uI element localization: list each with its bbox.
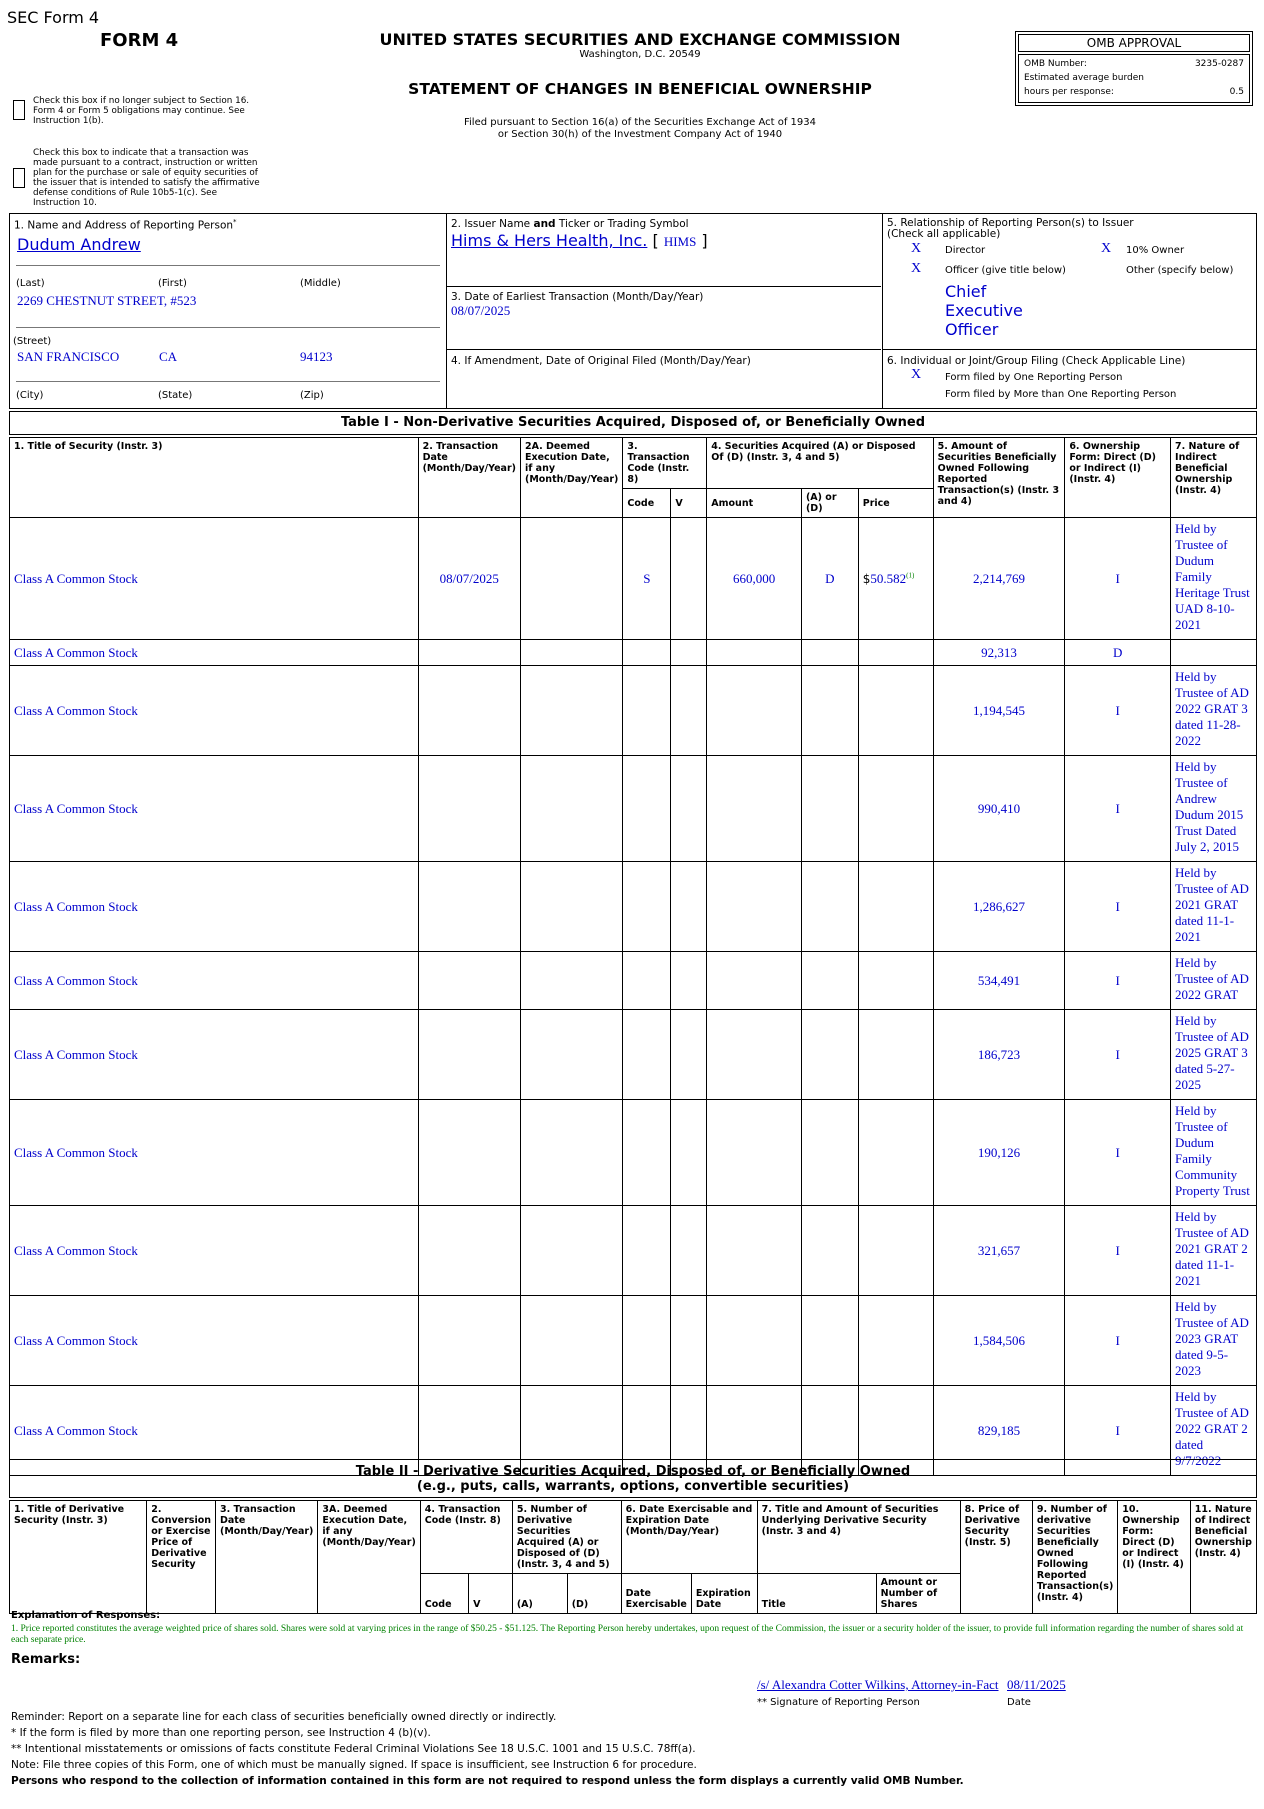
table-row [10,862,1257,952]
relationship-label-line-1: 5. Relationship of Reporting Person(s) to Issuer [887,217,1134,229]
derivative-table [9,1500,1257,1614]
filed-pursuant-line-1: Filed pursuant to Section 16(a) of the Securities Exchange Act of 1934 [464,117,816,128]
footer-reminder: Reminder: Report on a separate line for each class of securities beneficially owned directly or indirectly. [11,1711,557,1723]
transaction-v [671,518,707,640]
sec-form-label: SEC Form 4 [7,8,100,27]
table2-title-line-2: (e.g., puts, calls, warrants, options, convertible securities) [416,1479,850,1494]
deemed-date [520,1206,622,1296]
omb-approval-box [1015,31,1253,106]
transaction-code [623,756,671,862]
transaction-code: S [623,518,671,640]
transaction-date: 08/07/2025 [418,518,520,640]
relationship-label [887,218,1134,240]
deemed-date [520,1010,622,1100]
state-label: (State) [158,390,193,401]
price-sign: $ [862,571,871,586]
deemed-date [520,518,622,640]
security-title: Class A Common Stock [10,1386,419,1476]
transaction-code [623,1296,671,1386]
transaction-code [623,1206,671,1296]
security-title: Class A Common Stock [10,640,419,666]
relationship-section [883,214,1256,408]
th2-exercisable: Date Exercisable [621,1574,691,1614]
issuer-divider [447,286,881,287]
price [858,862,933,952]
section16-text [33,96,249,126]
one-person-label: Form filed by One Reporting Person [945,372,1123,383]
nature-ownership: Held by Trustee of AD 2021 GRAT dated 11-1-2021 [1171,862,1257,952]
nature-ownership: Held by Trustee of Dudum Family Community Property Trust [1171,1100,1257,1206]
transaction-code [623,1010,671,1100]
amount-owned: 92,313 [933,640,1065,666]
table1-header-row [10,438,1257,489]
price [858,666,933,756]
issuer-section [447,214,883,408]
transaction-v [671,862,707,952]
agency-header [330,30,950,60]
table-row [10,1296,1257,1386]
price [858,1100,933,1206]
th2-deemed-date: 3A. Deemed Execution Date, if any (Month/Day/Year) [318,1501,420,1614]
agency-location: Washington, D.C. 20549 [579,49,701,60]
deemed-date [520,952,622,1010]
name-divider [16,265,440,266]
price [858,1206,933,1296]
reporting-person-label [14,218,237,232]
form-number: FORM 4 [100,30,179,51]
ticker-symbol: HIMS [663,234,697,249]
footer-multiple-persons: * If the form is filed by more than one reporting person, see Instruction 4 (b)(v). [11,1727,431,1739]
table-row [10,518,1257,640]
th-price: Price [858,489,933,518]
th-deemed-date: 2A. Deemed Execution Date, if any (Month/Day/Year) [520,438,622,518]
th-amount-owned: 5. Amount of Securities Beneficially Owned Following Reported Transaction(s) (Instr. 3 and 4) [933,438,1065,518]
th2-transaction-code: 4. Transaction Code (Instr. 8) [420,1501,512,1574]
amount [707,862,802,952]
th2-date-exercisable: 6. Date Exercisable and Expiration Date (Month/Day/Year) [621,1501,757,1574]
transaction-v [671,756,707,862]
transaction-date [418,1010,520,1100]
nature-ownership: Held by Trustee of AD 2023 GRAT dated 9-5-2023 [1171,1296,1257,1386]
transaction-date [418,1206,520,1296]
reporting-person-label-text: 1. Name and Address of Reporting Person [14,219,234,232]
ownership-form: I [1065,952,1171,1010]
th-title-security: 1. Title of Security (Instr. 3) [10,438,419,518]
table-row [10,756,1257,862]
filed-pursuant-line-2: or Section 30(h) of the Investment Company Act of 1940 [497,129,783,140]
issuer-name-row [451,231,708,250]
nature-ownership: Held by Trustee of AD 2025 GRAT 3 dated 5-27-2025 [1171,1010,1257,1100]
security-title: Class A Common Stock [10,1100,419,1206]
footer-notes [11,1709,1251,1789]
transaction-code [623,640,671,666]
rule-10b5-line-1: Check this box to indicate that a transaction was [33,148,249,158]
filed-pursuant [330,117,950,141]
th-a-or-d: (A) or (D) [801,489,858,518]
agency-name: UNITED STATES SECURITIES AND EXCHANGE COMMISSION [379,30,901,49]
transaction-v [671,952,707,1010]
th2-transaction-date: 3. Transaction Date (Month/Day/Year) [215,1501,317,1614]
footnote-1: 1. Price reported constitutes the average weighted price of shares sold. Shares were sold at varying prices in the range of $50.25 - $51.125. The Reporting Person hereby undertakes, upon request of the Commission, the issuer or a security holder of the issuer, to provide full information regarding the number of shares sold at each separate price. [11,1624,1244,1645]
nature-ownership: Held by Trustee of AD 2022 GRAT [1171,952,1257,1010]
omb-number-row [1024,57,1244,71]
amount-owned: 2,214,769 [933,518,1065,640]
amount-owned: 1,194,545 [933,666,1065,756]
issuer-label-b: Ticker or Trading Symbol [555,218,689,230]
signature-name[interactable]: /s/ Alexandra Cotter Wilkins, Attorney-in-Fact [757,1677,999,1692]
explanation-label: Explanation of Responses: [11,1610,161,1621]
ten-percent-owner-label: 10% Owner [1126,245,1185,256]
transaction-v [671,1100,707,1206]
table-row [10,1010,1257,1100]
state-value: CA [159,349,178,364]
non-derivative-table [9,437,1257,1476]
deemed-date [520,1296,622,1386]
th2-title: 1. Title of Derivative Security (Instr. 3) [10,1501,147,1614]
issuer-label-and: and [533,218,556,230]
omb-details [1018,54,1250,103]
date-divider [447,349,881,350]
reporting-person-section [10,214,447,408]
earliest-date-label: 3. Date of Earliest Transaction (Month/Day/Year) [451,291,704,303]
security-title: Class A Common Stock [10,1010,419,1100]
price [858,756,933,862]
security-title: Class A Common Stock [10,862,419,952]
security-title: Class A Common Stock [10,1206,419,1296]
date-label: Date [1007,1697,1031,1708]
ticker-bracket-open: [ [652,231,659,250]
price-value: 50.582 [870,570,907,586]
rule-10b5-text [33,148,260,208]
section16-text-line-1: Check this box if no longer subject to Section 16. [33,96,250,106]
footer-note: Note: File three copies of this Form, one of which must be manually signed. If space is insufficient, see Instruction 6 for procedure. [11,1759,697,1771]
street-value: 2269 CHESTNUT STREET, #523 [17,293,197,308]
th2-ownership-form: 10. Ownership Form: Direct (D) or Indirect (I) (Instr. 4) [1118,1501,1190,1614]
th2-number-owned: 9. Number of derivative Securities Beneficially Owned Following Reported Transaction(s) (Instr. 4) [1032,1501,1117,1614]
amount-owned: 1,286,627 [933,862,1065,952]
officer-title-line-3: Officer [945,320,999,339]
transaction-v [671,1010,707,1100]
transaction-date [418,666,520,756]
last-label: (Last) [16,278,45,289]
zip-value: 94123 [300,349,333,364]
table1-title: Table I - Non-Derivative Securities Acquired, Disposed of, or Beneficially Owned [9,411,1257,435]
security-title: Class A Common Stock [10,666,419,756]
amount-owned: 829,185 [933,1386,1065,1476]
acquired-or-disposed [801,1296,858,1386]
omb-title: OMB APPROVAL [1018,34,1250,52]
officer-label: Officer (give title below) [945,265,1066,276]
th-ownership-form: 6. Ownership Form: Direct (D) or Indirect (I) (Instr. 4) [1065,438,1171,518]
officer-mark[interactable]: X [911,261,922,276]
acquired-or-disposed [801,952,858,1010]
th2-nature: 11. Nature of Indirect Beneficial Ownership (Instr. 4) [1190,1501,1256,1614]
th2-title-amount: 7. Title and Amount of Securities Underlying Derivative Security (Instr. 3 and 4) [757,1501,960,1574]
transaction-v [671,1206,707,1296]
issuer-label [451,218,689,230]
form-title: STATEMENT OF CHANGES IN BENEFICIAL OWNERSHIP [408,80,872,98]
signature-date[interactable]: 08/11/2025 [1007,1677,1066,1692]
omb-hours-row [1024,85,1244,99]
th-amount: Amount [707,489,802,518]
ownership-form: I [1065,1296,1171,1386]
earliest-date-value: 08/07/2025 [451,303,511,318]
ownership-form: I [1065,1206,1171,1296]
ownership-form: I [1065,1010,1171,1100]
acquired-or-disposed [801,862,858,952]
signature-label: ** Signature of Reporting Person [757,1697,920,1708]
rule-10b5-line-4: the issuer that is intended to satisfy the affirmative [33,178,260,188]
ownership-form: I [1065,1386,1171,1476]
amount-owned: 186,723 [933,1010,1065,1100]
ownership-form: D [1065,640,1171,666]
amount-owned: 534,491 [933,952,1065,1010]
transaction-date [418,1296,520,1386]
ownership-form: I [1065,1100,1171,1206]
th2-a: (A) [512,1574,567,1614]
transaction-code [623,862,671,952]
th2-price: 8. Price of Derivative Security (Instr. 5) [960,1501,1032,1614]
street-divider [16,327,440,328]
acquired-or-disposed [801,756,858,862]
rule-10b5-line-3: plan for the purchase or sale of equity securities of [33,168,258,178]
acquired-or-disposed [801,666,858,756]
th2-expiration: Expiration Date [691,1574,757,1614]
transaction-code [623,952,671,1010]
price [858,952,933,1010]
transaction-v [671,640,707,666]
th2-v: V [469,1574,513,1614]
multiple-persons-label: Form filed by More than One Reporting Person [945,389,1177,400]
amount [707,1010,802,1100]
price-footnote[interactable]: (1) [906,571,915,580]
price [858,518,933,640]
amount-owned: 990,410 [933,756,1065,862]
amount [707,640,802,666]
ownership-form: I [1065,666,1171,756]
section16-text-line-2: Form 4 or Form 5 obligations may continue. See [33,106,245,116]
th-transaction-date: 2. Transaction Date (Month/Day/Year) [418,438,520,518]
transaction-date [418,862,520,952]
table-row [10,640,1257,666]
acquired-or-disposed [801,1010,858,1100]
rule-10b5-line-5: defense conditions of Rule 10b5-1(c). See [33,188,217,198]
nature-ownership [1171,640,1257,666]
ownership-form: I [1065,518,1171,640]
remarks-label: Remarks: [11,1652,81,1667]
footer-criminal: ** Intentional misstatements or omissions of facts constitute Federal Criminal Violations See 18 U.S.C. 1001 and 15 U.S.C. 78ff(a). [11,1743,696,1755]
amount-owned: 1,584,506 [933,1296,1065,1386]
reporting-person-star: * [233,218,237,226]
footer-omb-notice: Persons who respond to the collection of information contained in this form are not required to respond unless the form displays a currently valid OMB Number. [11,1775,964,1787]
street-label: (Street) [13,336,52,347]
deemed-date [520,756,622,862]
issuer-name-link[interactable]: Hims & Hers Health, Inc. [451,231,648,250]
table-row [10,1100,1257,1206]
city-value: SAN FRANCISCO [17,349,120,364]
table-row [10,1206,1257,1296]
officer-title-line-1: Chief [945,282,987,301]
price [858,1296,933,1386]
price [858,1010,933,1100]
director-mark[interactable]: X [911,241,922,256]
deemed-date [520,1100,622,1206]
nature-ownership: Held by Trustee of AD 2021 GRAT 2 dated 11-1-2021 [1171,1206,1257,1296]
th-nature-ownership: 7. Nature of Indirect Beneficial Ownership (Instr. 4) [1171,438,1257,518]
deemed-date [520,862,622,952]
nature-ownership: Held by Trustee of AD 2022 GRAT 3 dated 11-28-2022 [1171,666,1257,756]
amount-owned: 321,657 [933,1206,1065,1296]
nature-ownership: Held by Trustee of Dudum Family Heritage Trust UAD 8-10-2021 [1171,518,1257,640]
ticker-bracket-close: ] [701,231,708,250]
acquired-or-disposed [801,1206,858,1296]
relationship-divider [883,349,1256,350]
reporting-person-name-link[interactable]: Dudum Andrew [17,235,141,254]
deemed-date [520,666,622,756]
city-label: (City) [16,390,44,401]
table2-title-line-1: Table II - Derivative Securities Acquired, Disposed of, or Beneficially Owned [355,1464,911,1479]
rule-10b5-line-6: Instruction 10. [33,198,97,208]
table-row [10,952,1257,1010]
director-label: Director [945,245,986,256]
ten-percent-owner-mark[interactable]: X [1101,241,1112,256]
table2-header-row [10,1501,1257,1574]
officer-title-line-2: Executive [945,301,1023,320]
acquired-or-disposed [801,1100,858,1206]
amount [707,952,802,1010]
ownership-form: I [1065,862,1171,952]
th2-number-derivative: 5. Number of Derivative Securities Acquired (A) or Disposed of (D) (Instr. 3, 4 and 5) [512,1501,621,1574]
th-securities-acquired: 4. Securities Acquired (A) or Disposed Of (D) (Instr. 3, 4 and 5) [707,438,933,489]
transaction-date [418,756,520,862]
security-title: Class A Common Stock [10,952,419,1010]
transaction-v [671,666,707,756]
th-code: Code [623,489,671,518]
issuer-label-a: 2. Issuer Name [451,218,534,230]
th2-d: (D) [567,1574,621,1614]
transaction-date [418,1100,520,1206]
amount [707,756,802,862]
other-label: Other (specify below) [1126,265,1234,276]
security-title: Class A Common Stock [10,518,419,640]
table-row [10,666,1257,756]
deemed-date [520,640,622,666]
th-transaction-code: 3. Transaction Code (Instr. 8) [623,438,707,489]
transaction-date [418,952,520,1010]
th2-sub-title: Title [757,1574,876,1614]
relationship-label-line-2: (Check all applicable) [887,228,1001,240]
first-label: (First) [158,278,187,289]
security-title: Class A Common Stock [10,756,419,862]
amount [707,666,802,756]
omb-hours: 0.5 [1229,87,1244,97]
reporting-info-box [9,213,1257,409]
transaction-date [418,640,520,666]
city-divider [16,381,440,382]
th-v: V [671,489,707,518]
nature-ownership: Held by Trustee of AD 2022 GRAT 2 dated 9/7/2022 [1171,1386,1257,1476]
rule-10b5-line-2: made pursuant to a contract, instruction or written [33,158,258,168]
nature-ownership: Held by Trustee of Andrew Dudum 2015 Trust Dated July 2, 2015 [1171,756,1257,862]
one-person-mark[interactable]: X [911,367,922,382]
amendment-label: 4. If Amendment, Date of Original Filed (Month/Day/Year) [451,355,751,367]
security-title: Class A Common Stock [10,1296,419,1386]
omb-number-label: OMB Number: [1024,59,1087,69]
section16-checkbox[interactable] [13,100,25,120]
middle-label: (Middle) [300,278,341,289]
ownership-form: I [1065,756,1171,862]
amount [707,1206,802,1296]
amount [707,1296,802,1386]
amount [707,1100,802,1206]
price [858,640,933,666]
th2-code: Code [420,1574,468,1614]
transaction-v [671,1296,707,1386]
amount: 660,000 [707,518,802,640]
amount-owned: 190,126 [933,1100,1065,1206]
rule-10b5-checkbox[interactable] [13,168,25,188]
omb-hours-label: hours per response: [1024,87,1114,97]
th2-sub-amount: Amount or Number of Shares [876,1574,960,1614]
th2-conversion-price: 2. Conversion or Exercise Price of Derivative Security [147,1501,216,1614]
omb-burden-label: Estimated average burden [1024,73,1144,83]
acquired-or-disposed [801,640,858,666]
section16-text-line-3: Instruction 1(b). [33,116,104,126]
transaction-code [623,666,671,756]
zip-label: (Zip) [300,390,324,401]
table2-title [9,1459,1257,1498]
omb-number: 3235-0287 [1194,59,1244,69]
acquired-or-disposed: D [801,518,858,640]
officer-title [945,282,1023,339]
filing-label: 6. Individual or Joint/Group Filing (Check Applicable Line) [887,355,1186,367]
transaction-code [623,1100,671,1206]
